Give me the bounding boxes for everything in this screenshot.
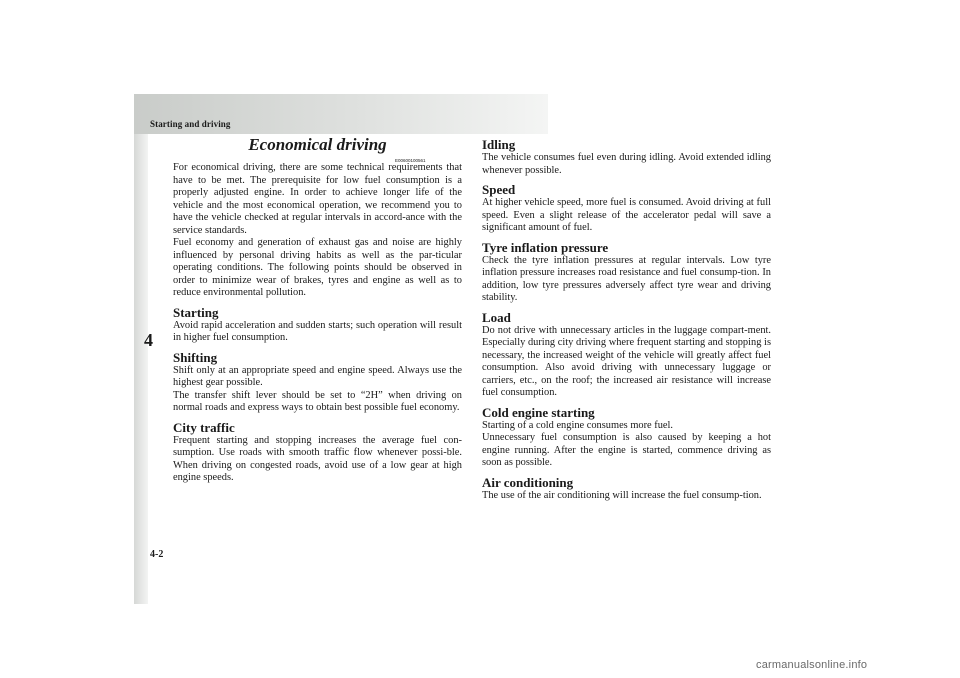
intro-paragraph-1: For economical driving, there are some technical requirements that have to be met. The prerequisite for low fuel consumption is a properly adjusted engine. In order to achieve longer life of the vehicle and the most economical operation, we recommend you to have the vehicle checked at regular intervals in accord-ance with the service standards. bbox=[173, 162, 462, 236]
chapter-header-title: Starting and driving bbox=[150, 119, 231, 129]
section-code: E00600100561 bbox=[395, 158, 426, 163]
starting-text: Avoid rapid acceleration and sudden starts; such operation will result in higher fuel consumption. bbox=[173, 319, 462, 343]
shifting-text-2: The transfer shift lever should be set to “2H” when driving on normal roads and express ways to obtain best possible fuel economy. bbox=[173, 389, 462, 413]
cold-engine-text-2: Unnecessary fuel consumption is also caused by keeping a hot engine running. After the engine is started, commence driving as soon as possible. bbox=[482, 432, 771, 468]
intro-paragraph-2: Fuel economy and generation of exhaust gas and noise are highly influenced by personal driving habits as well as the par-ticular operating conditions. The following points should be observed in order to minimize wear of brakes, tyres and engine as well as to reduce environmental pollution. bbox=[173, 237, 462, 298]
heading-air-conditioning: Air conditioning bbox=[482, 474, 574, 490]
idling-text: The vehicle consumes fuel even during idling. Avoid extended idling whenever possible. bbox=[482, 152, 771, 176]
air-conditioning-text: The use of the air conditioning will increase the fuel consump-tion. bbox=[482, 489, 762, 501]
heading-starting: Starting bbox=[173, 304, 219, 320]
right-column bbox=[482, 137, 771, 502]
chapter-tab bbox=[134, 134, 148, 604]
site-watermark: carmanualsonline.info bbox=[756, 659, 868, 671]
section-title: Economical driving bbox=[248, 135, 387, 154]
heading-speed: Speed bbox=[482, 182, 516, 197]
chapter-number: 4 bbox=[144, 330, 153, 350]
heading-cold-engine: Cold engine starting bbox=[482, 404, 595, 420]
load-text: Do not drive with unnecessary articles in the luggage compart-ment. Especially during city driving where frequent starting and stopping is necessary, the increased weight of the vehicle will greatly affect fuel consumption. Also avoid driving with unnecessary luggage or carriers, etc., on the roof; the increased air resistance will increase fuel consumption. bbox=[482, 324, 771, 398]
heading-shifting: Shifting bbox=[173, 349, 218, 365]
heading-idling: Idling bbox=[482, 137, 516, 152]
city-traffic-text: Frequent starting and stopping increases the average fuel con-sumption. Use roads with smooth traffic flow whenever possi-ble. When driving on congested roads, avoid use of a low gear at high engine speeds. bbox=[173, 434, 462, 483]
heading-city-traffic: City traffic bbox=[173, 419, 235, 435]
left-column bbox=[173, 162, 462, 485]
page-number: 4-2 bbox=[150, 549, 164, 560]
shifting-text-1: Shift only at an appropriate speed and engine speed. Always use the highest gear possible. bbox=[173, 364, 462, 388]
heading-load: Load bbox=[482, 309, 511, 325]
tyre-pressure-text: Check the tyre inflation pressures at regular intervals. Low tyre inflation pressure increases road resistance and fuel consump-tion. In addition, low tyre pressures adversely affect tyre wear and driving stability. bbox=[482, 254, 771, 303]
cold-engine-text-1: Starting of a cold engine consumes more fuel. bbox=[482, 419, 674, 431]
speed-text: At higher vehicle speed, more fuel is consumed. Avoid driving at full speed. Even a slight release of the accelerator pedal will save a significant amount of fuel. bbox=[482, 197, 771, 233]
heading-tyre-pressure: Tyre inflation pressure bbox=[482, 239, 609, 255]
